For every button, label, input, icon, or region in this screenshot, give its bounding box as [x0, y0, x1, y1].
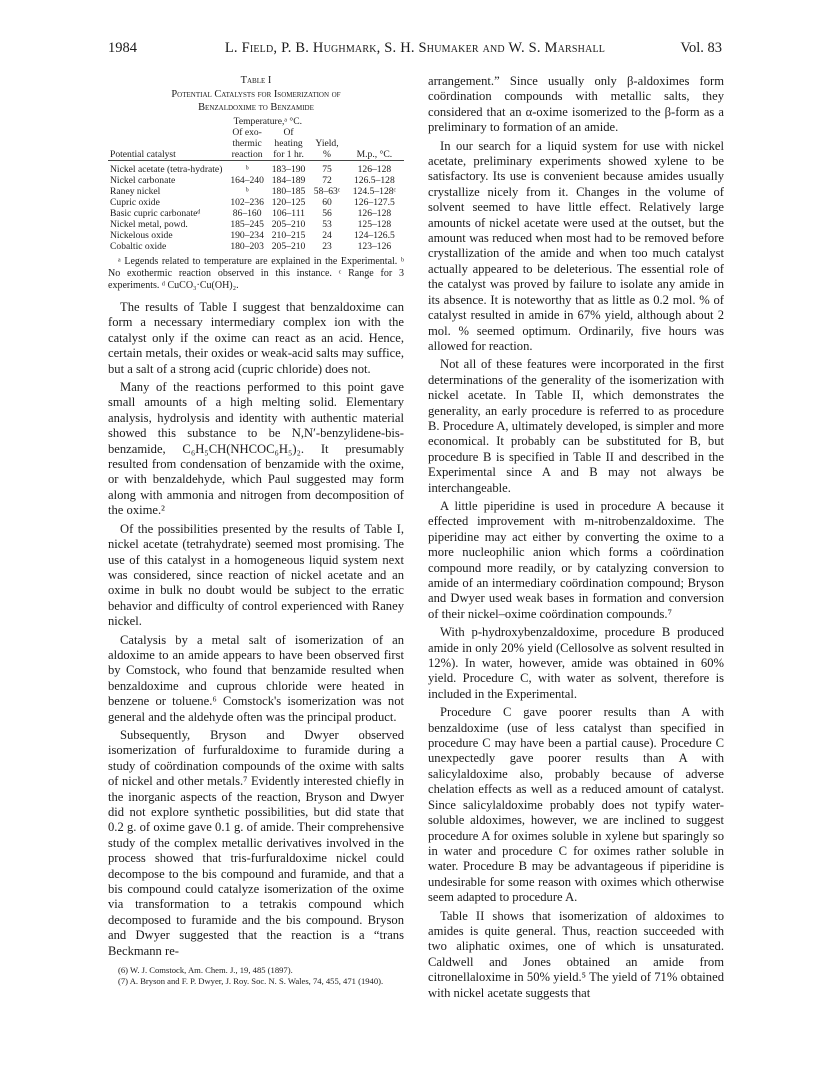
body-paragraph: In our search for a liquid system for use with nickel acetate, preliminary experiments showed xylene to be satisfactory. Its use is convenient because amides usually crystallize nicely from it. Changes in the volume of solvent seemed to have little effect. Relatively large amounts of nickel acetate were used at the outset, but the amount was reduced when most had to be removed before crystallization of the amide and when too much catalyst actually appeared to be deleterious. The essential role of the catalyst was proved by failure to isolate any amide in its absence. It is noteworthy that as little as 0.2 mol. % of catalyst resulted in amide in 67% yield, although about 2 mol. % seemed optimum. Ordinarily, five hours was allowed for reaction. [428, 138, 724, 353]
column-header-heating: Of heating for 1 hr. [273, 127, 304, 160]
catalyst-name: Cobaltic oxide [110, 241, 167, 252]
running-header [108, 40, 722, 58]
exo-temp: ᵇ [245, 164, 249, 175]
table-row [108, 230, 404, 241]
exo-temp: ᵇ [245, 186, 249, 197]
reference-item: (7) A. Bryson and F. P. Dwyer, J. Roy. Soc. N. S. Wales, 74, 455, 471 (1940). [118, 975, 384, 986]
table-title-line-1: Potential Catalysts for Isomerization of [171, 89, 341, 100]
body-paragraph: Procedure C gave poorer results than A with benzaldoxime (use of less catalyst than specified in procedure C may have been a partial cause). Procedure C unexpectedly gave poorer results than A with salicylaldoxime also, probably because of adverse chelation effects as well as a reduced amount of catalyst. Since salicylaldoxime probably does not typify water-soluble aldoximes, however, we are inclined to suggest procedure A for oximes soluble in xylene but sparingly so in water and procedure C for oximes rather soluble in water. Procedure B may be advantageous if piperidine is undesirable for some reason with oximes which otherwise seem adapted to procedure A. [428, 705, 724, 905]
body-paragraph: Many of the reactions performed to this point gave small amounts of a high melting solid. Elementary analysis, hydrolysis and identity with authentic material showed this substance to be N,N′-benzylidene-bis-benzamide, C₆H₅CH(NHCOC₆H₅)₂. It presumably resulted from condensation of benzamide with the oxime, or with benzaldehyde, which Paul suggested may form along with ammonia and nitrogen from decomposition of the oxime.² [108, 380, 404, 518]
table-row [108, 219, 404, 230]
mp-value: 124.5–128ᶜ [352, 186, 396, 197]
table-row [108, 186, 404, 197]
exo-temp: 164–240 [230, 175, 264, 186]
footnote-references [108, 965, 404, 986]
running-authors: L. Field, P. B. Hughmark, S. H. Shumaker and W. S. Marshall [224, 40, 606, 56]
body-paragraph: arrangement.” Since usually only β-aldoximes form coördination compounds with metallic salts, they considered that an α-oxime isomerized to the β-form as a preliminary to formation of an amide. [428, 74, 724, 135]
yield-value: 75 [322, 164, 332, 175]
mp-value: 124–126.5 [354, 230, 395, 241]
column-header-catalyst: Potential catalyst [110, 149, 176, 160]
catalyst-name: Nickel metal, powd. [110, 219, 188, 230]
catalyst-name: Nickelous oxide [110, 230, 173, 241]
column-header-mp: M.p., °C. [356, 149, 393, 160]
heating-temp: 106–111 [272, 208, 305, 219]
table-row [108, 197, 404, 208]
mp-value: 126–128 [357, 208, 392, 219]
column-header-yield: Yield, % [315, 138, 339, 160]
exo-temp: 180–203 [230, 241, 264, 252]
heating-temp: 205–210 [271, 241, 306, 252]
table-row [108, 161, 404, 176]
catalyst-name: Nickel carbonate [110, 175, 176, 186]
mp-value: 125–128 [357, 219, 392, 230]
yield-value: 23 [322, 241, 332, 252]
table-footnotes: ᵃ Legends related to temperature are explained in the Experimental. ᵇ No exothermic reaction observed in this instance. ᶜ Range for 3 experiments. ᵈ CuCO₃·Cu(OH)₂. [108, 256, 404, 291]
right-column [428, 74, 724, 1001]
yield-value: 24 [322, 230, 332, 241]
table-label: Table I [240, 75, 272, 86]
exo-temp: 190–234 [230, 230, 264, 241]
left-column [108, 74, 404, 986]
body-paragraph: A little piperidine is used in procedure A because it effected improvement with m-nitrobenzaldoxime. The piperidine may act either by converting the oxime to a more nucleophilic anion which forms a coördination compound more readily, or by catalyzing conversion to amide of an intermediary coördination compound; Bryson and Dwyer used weak bases in formation and conversion of their nickel–oxime coördination compounds.⁷ [428, 498, 724, 621]
yield-value: 60 [322, 197, 332, 208]
table-row [108, 175, 404, 186]
table-title-line-2: Benzaldoxime to Benzamide [198, 102, 314, 113]
heating-temp: 183–190 [271, 164, 306, 175]
body-paragraph: Subsequently, Bryson and Dwyer observed isomerization of furfuraldoxime to furamide during a study of coördination compounds of the oxime with salts of nickel and other metals.⁷ Evidently interested chiefly in the inorganic aspects of the reaction, Bryson and Dwyer did not explore synthetic possibilities, but did state that 0.2 g. of oxime gave 0.1 g. of amide. Their comprehensive study of the complex metallic derivatives involved in the process showed that tris-furfuraldoxime nickel could decompose to the bis compound and furamide, and that a bis compound could catalyze isomerization of the oxime via transformation to a tetrakis compound which decomposed to furamide and the bis compound. Bryson and Dwyer suggested that the reaction is a “trans Beckmann re- [108, 727, 404, 958]
mp-value: 126–128 [357, 164, 392, 175]
body-paragraph: With p-hydroxybenzaldoxime, procedure B produced amide in only 20% yield (Cellosolve as solvent resulted in 12%). In water, however, amide was obtained in 60% yield. Procedure C, with water as solvent, therefore is included in the Experimental. [428, 625, 724, 701]
volume-number: Vol. 83 [680, 40, 722, 56]
yield-value: 53 [322, 219, 332, 230]
body-paragraph: Catalysis by a metal salt of isomerization of an aldoxime to an amide appears to have been observed first by Comstock, who found that benzamide resulted when benzaldoxime and cuprous chloride were heated in benzene or toluene.⁶ Comstock's isomerization was not general and the aldehyde often was the principal product. [108, 632, 404, 724]
body-paragraph: Of the possibilities presented by the results of Table I, nickel acetate (tetrahydrate) seemed most promising. The use of this catalyst in a homogeneous liquid system next was considered, since reaction of nickel acetate and an oxime in bulk no doubt would be subject to the erratic behavior and difficulty of control experienced with Raney nickel. [108, 521, 404, 629]
body-paragraph: Table II shows that isomerization of aldoximes to amides is quite general. Thus, reaction succeeded with two aliphatic oximes, one of which is unsaturated. Caldwell and Jones obtained an amide from citronellaloxime in 50% yield.⁵ The yield of 71% obtained with nickel acetate suggests that [428, 908, 724, 1000]
heating-temp: 120–125 [271, 197, 306, 208]
catalyst-name: Basic cupric carbonateᵈ [110, 208, 201, 219]
mp-value: 123–126 [357, 241, 392, 252]
exo-temp: 102–236 [230, 197, 264, 208]
body-paragraph: Not all of these features were incorporated in the first determinations of the generality of the isomerization with nickel acetate. In Table II, which demonstrates the generality, an early procedure is referred to as procedure B. Procedure A, ultimately developed, is simpler and more economical. It probably can be substituted for B, but procedure B is specified in Table II and described in the Experimental since A and B may not always be interchangeable. [428, 357, 724, 495]
heating-temp: 184–189 [271, 175, 306, 186]
heating-temp: 180–185 [271, 186, 306, 197]
catalyst-name: Raney nickel [110, 186, 161, 197]
yield-value: 56 [322, 208, 332, 219]
temperature-group-header: Temperature,ᵃ °C. [233, 116, 303, 127]
heating-temp: 205–210 [271, 219, 306, 230]
mp-value: 126.5–128 [354, 175, 395, 186]
heating-temp: 210–215 [271, 230, 306, 241]
yield-value: 58–63ᶜ [313, 186, 341, 197]
catalyst-name: Nickel acetate (tetra-hydrate) [110, 164, 223, 175]
catalyst-table [108, 116, 404, 252]
column-header-exothermic: Of exo- thermic reaction [231, 127, 263, 160]
catalyst-name: Cupric oxide [110, 197, 160, 208]
table-row [108, 241, 404, 252]
page-number: 1984 [108, 40, 137, 56]
exo-temp: 86–160 [232, 208, 262, 219]
mp-value: 126–127.5 [354, 197, 395, 208]
yield-value: 72 [322, 175, 332, 186]
body-paragraph: The results of Table I suggest that benzaldoxime can form a necessary intermediary complex ion with the catalyst only if the oxime can react as an acid. Hence, certain metals, their oxides or weak-acid salts may suffice, but a salt of a strong acid (cupric chloride) does not. [108, 300, 404, 376]
reference-item: (6) W. J. Comstock, Am. Chem. J., 19, 485 (1897). [118, 965, 293, 976]
table-1 [108, 74, 404, 292]
exo-temp: 185–245 [230, 219, 264, 230]
table-row [108, 208, 404, 219]
